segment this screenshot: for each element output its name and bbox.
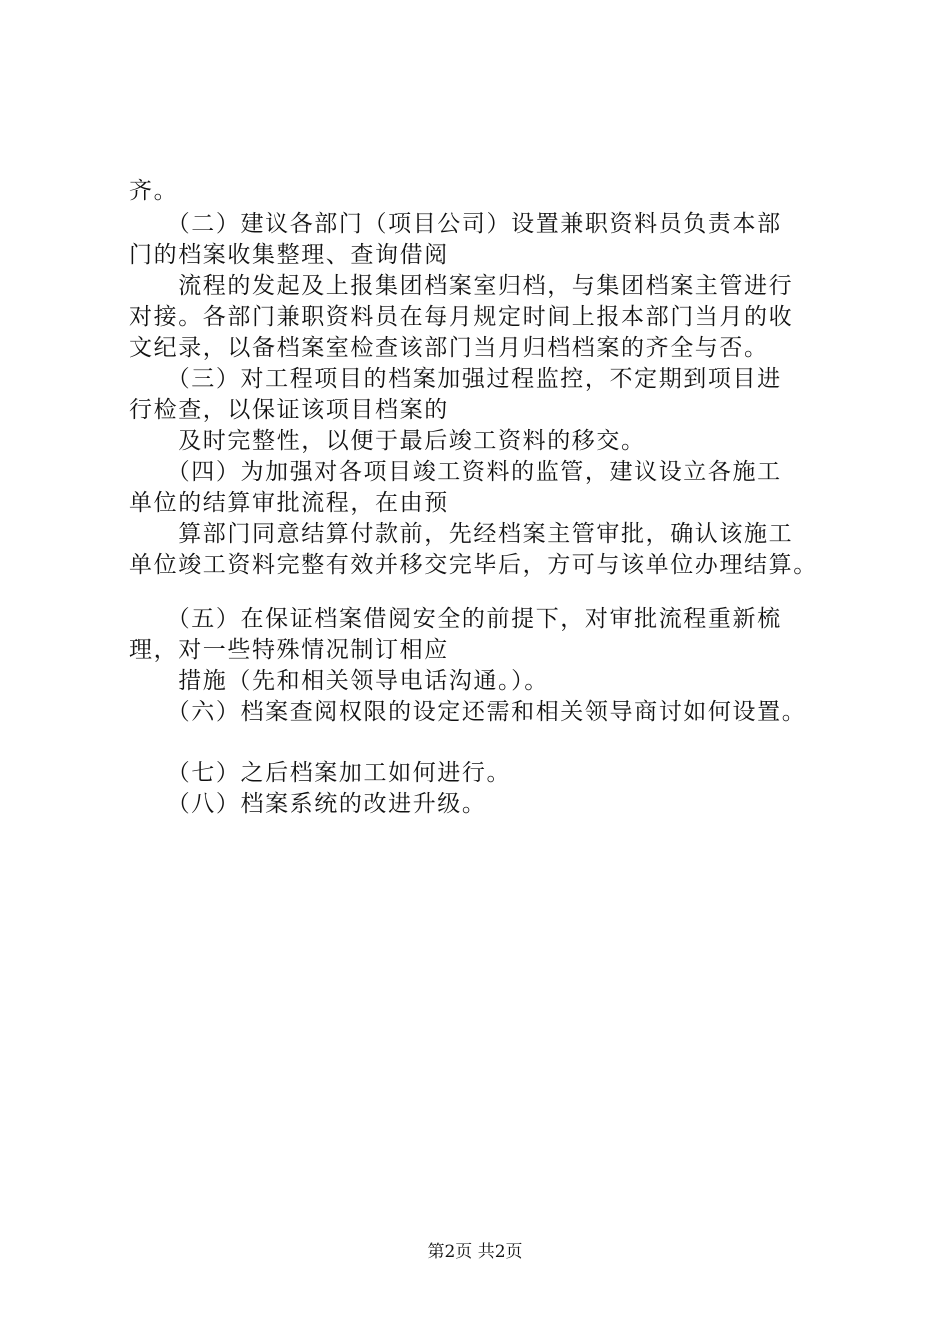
body-line: 理，对一些特殊情况制订相应 bbox=[129, 637, 449, 663]
body-line: 及时完整性，以便于最后竣工资料的移交。 bbox=[129, 428, 646, 454]
body-line: （八）档案系统的改进升级。 bbox=[129, 791, 487, 817]
body-line: （五）在保证档案借阅安全的前提下，对审批流程重新梳 bbox=[129, 606, 782, 632]
body-line: （四）为加强对各项目竣工资料的监管，建议设立各施工 bbox=[129, 459, 782, 485]
body-line: 门的档案收集整理、查询借阅 bbox=[129, 242, 449, 268]
body-line: 流程的发起及上报集团档案室归档，与集团档案主管进行 bbox=[129, 273, 794, 299]
body-line: 行检查，以保证该项目档案的 bbox=[129, 397, 449, 423]
body-line: （三）对工程项目的档案加强过程监控，不定期到项目进 bbox=[129, 366, 782, 392]
body-line: 对接。各部门兼职资料员在每月规定时间上报本部门当月的收 bbox=[129, 304, 794, 330]
body-line: 齐。 bbox=[129, 178, 179, 204]
body-line: 单位的结算审批流程，在由预 bbox=[129, 490, 449, 516]
body-line: 单位竣工资料完整有效并移交完毕后，方可与该单位办理结算。 bbox=[129, 552, 818, 578]
body-line: 算部门同意结算付款前，先经档案主管审批，确认该施工 bbox=[129, 521, 794, 547]
page-number-footer: 第2页 共2页 bbox=[427, 1242, 523, 1262]
body-line: （七）之后档案加工如何进行。 bbox=[129, 760, 512, 786]
body-line: （二）建议各部门（项目公司）设置兼职资料员负责本部 bbox=[129, 211, 782, 237]
body-line: 文纪录，以备档案室检查该部门当月归档档案的齐全与否。 bbox=[129, 335, 769, 361]
body-line: 措施（先和相关领导电话沟通。）。 bbox=[129, 668, 549, 694]
body-line: （六）档案查阅权限的设定还需和相关领导商讨如何设置。 bbox=[129, 699, 807, 725]
